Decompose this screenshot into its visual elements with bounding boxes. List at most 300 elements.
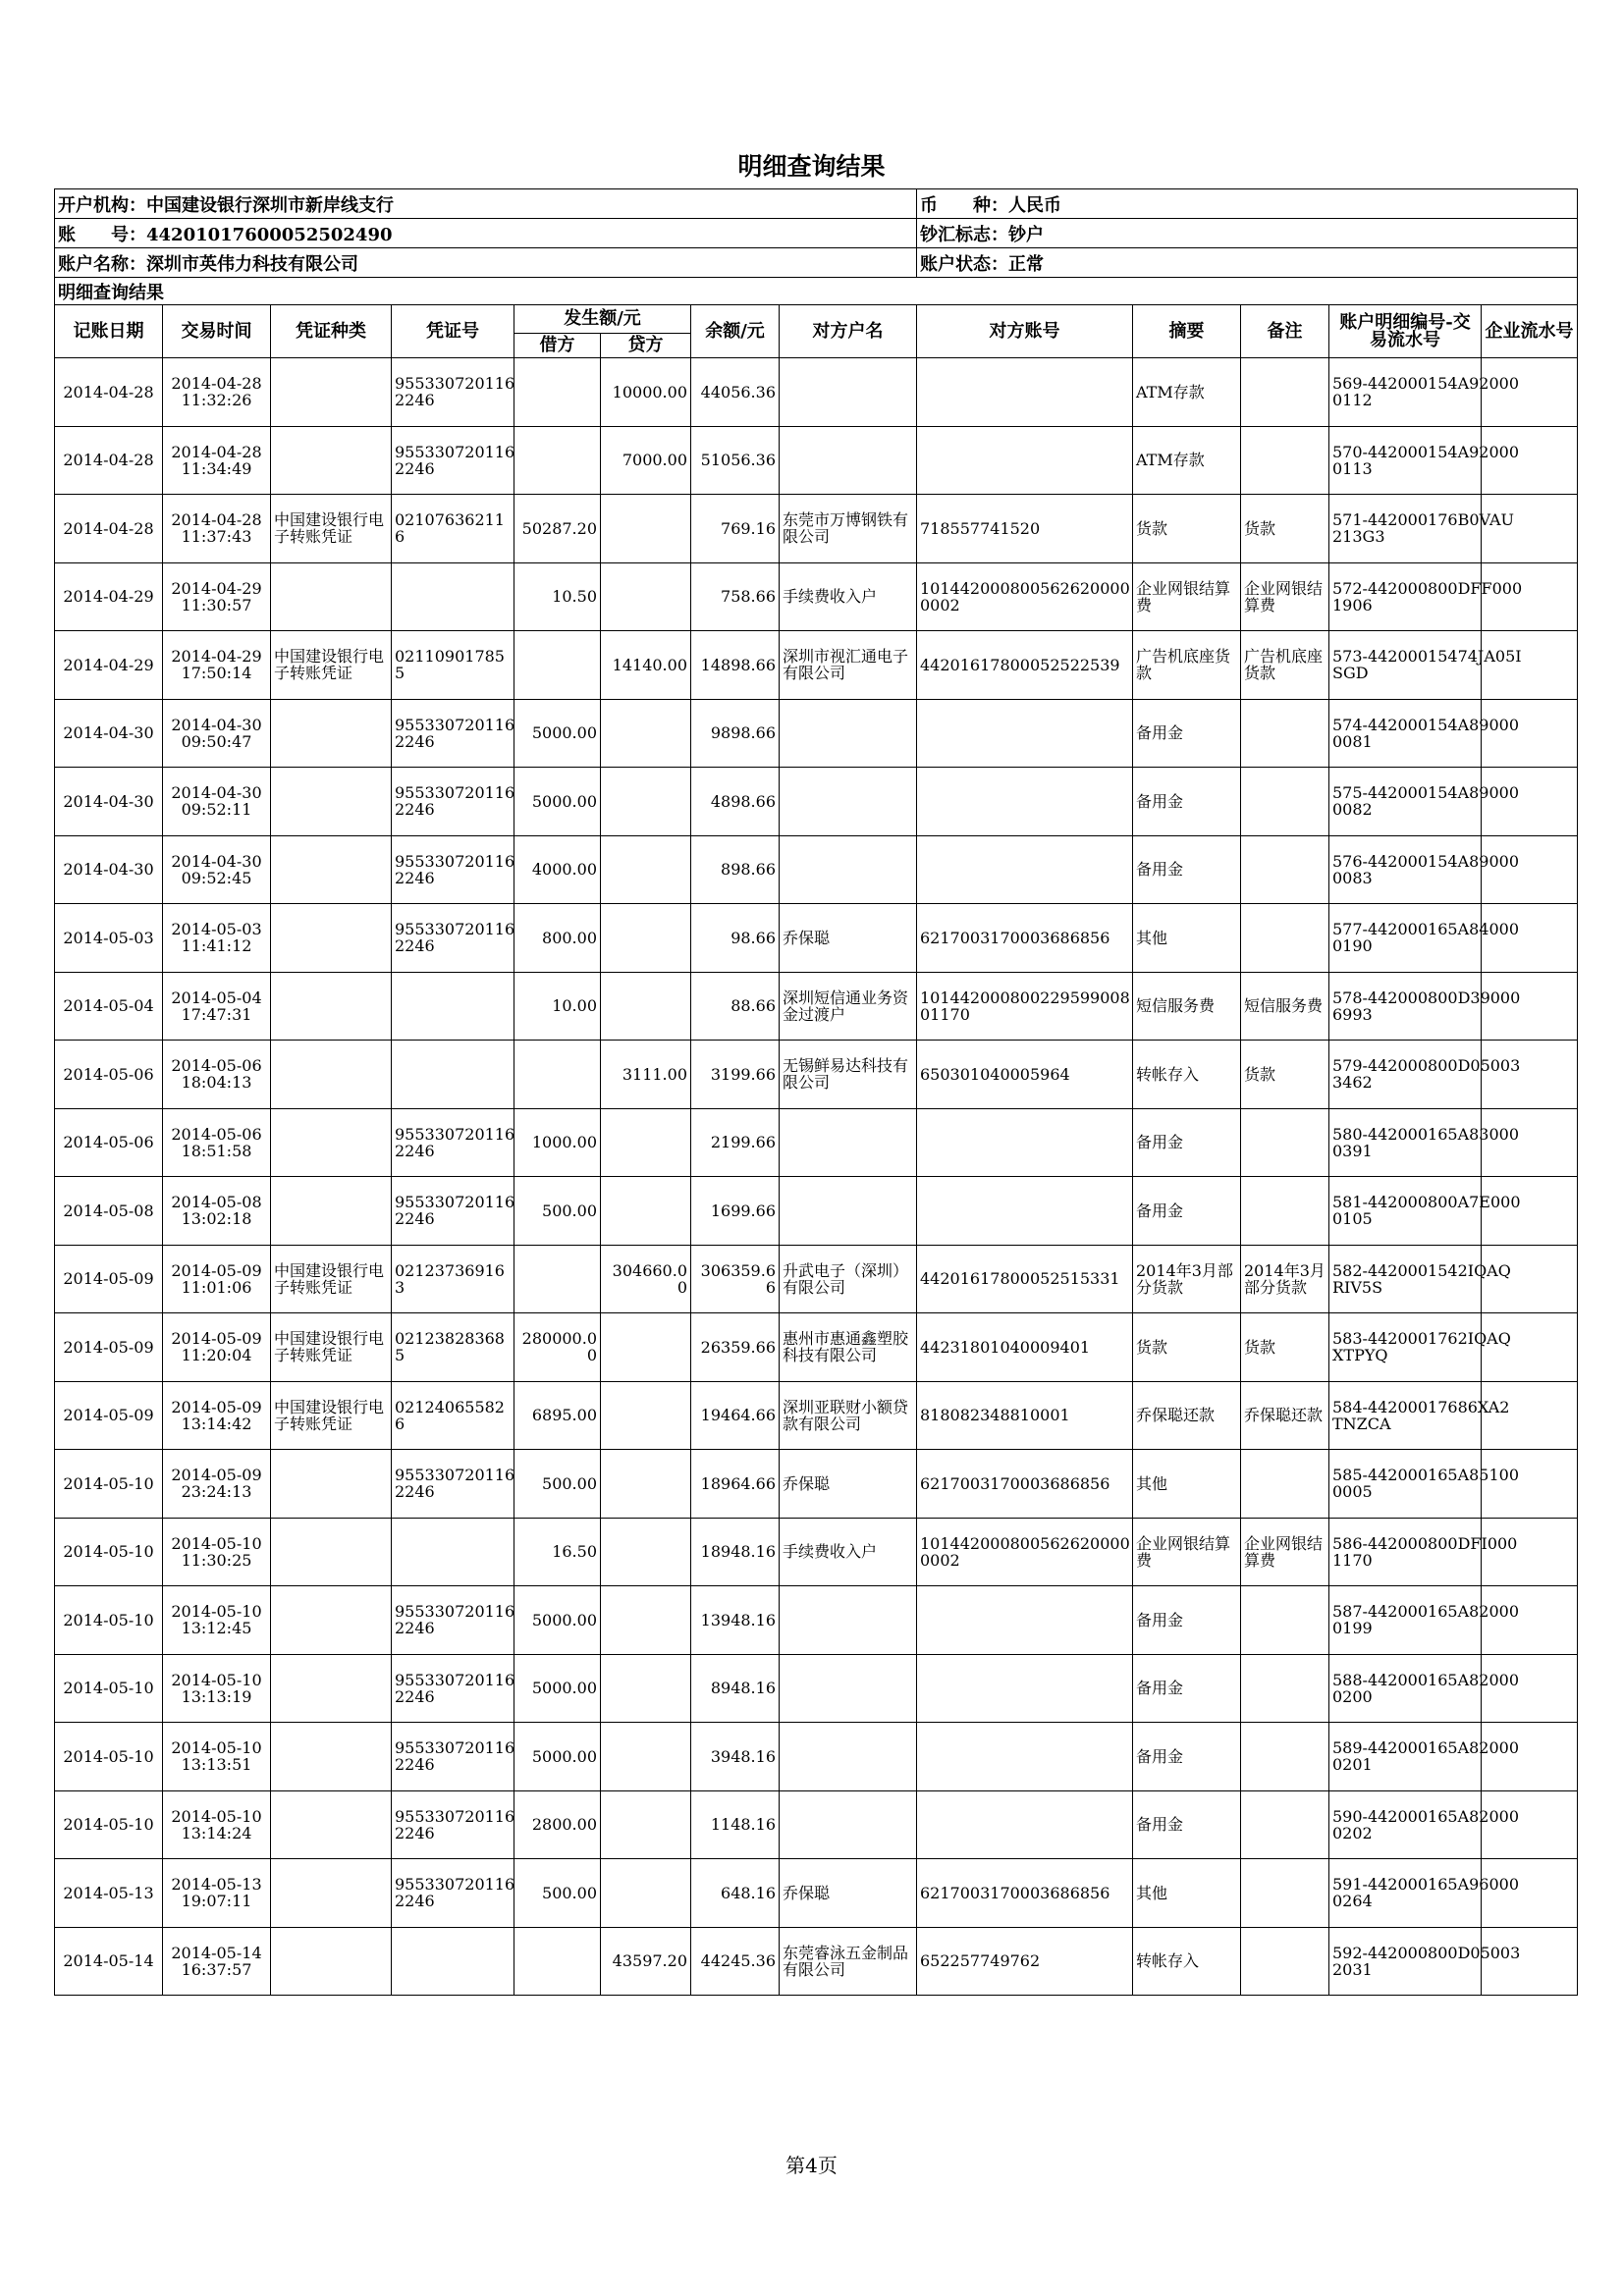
debit-cell [514,631,601,700]
section-row [55,278,1578,305]
header-summary: 摘要 [1133,305,1241,358]
counterparty-name-cell: 手续费收入户 [780,1518,917,1586]
summary-cell: ATM存款 [1133,358,1241,427]
debit-cell: 500.00 [514,1450,601,1519]
counterparty-account-cell: 6217003170003686856 [917,1859,1133,1928]
remark-cell: 企业网银结算费 [1241,1518,1329,1586]
table-row [55,495,1578,563]
voucher-type-cell [271,1108,392,1177]
account-value: 44201017600052502490 [146,224,393,245]
serial-cell: 586-442000800DFI000 1170 [1329,1518,1482,1586]
voucher-type-cell [271,1450,392,1519]
summary-cell: 乔保聪还款 [1133,1381,1241,1450]
voucher-no-cell: 021238283685 [392,1313,514,1382]
table-row [55,1859,1578,1928]
serial-cell: 577-442000165A84000 0190 [1329,904,1482,973]
summary-cell: 广告机底座货款 [1133,631,1241,700]
counterparty-name-cell: 升武电子（深圳）有限公司 [780,1245,917,1313]
voucher-no-cell: 955330720116 2246 [392,1654,514,1723]
time-cell: 2014-04-28 11:37:43 [163,495,271,563]
counterparty-name-cell: 东莞市万博钢铁有限公司 [780,495,917,563]
counterparty-account-cell [917,1586,1133,1655]
remark-cell [1241,1108,1329,1177]
counterparty-account-cell [917,426,1133,495]
info-row-institution [55,189,1578,219]
credit-cell [601,562,691,631]
balance-cell: 98.66 [691,904,780,973]
date-cell: 2014-04-29 [55,562,163,631]
credit-cell: 7000.00 [601,426,691,495]
voucher-type-cell: 中国建设银行电子转账凭证 [271,495,392,563]
credit-cell [601,1859,691,1928]
credit-cell [601,1518,691,1586]
remark-cell [1241,835,1329,904]
summary-cell: 2014年3月部分货款 [1133,1245,1241,1313]
header-enterprise-serial: 企业流水号 [1482,305,1578,358]
voucher-type-cell [271,699,392,768]
voucher-no-cell: 955330720116 2246 [392,358,514,427]
debit-cell: 6895.00 [514,1381,601,1450]
voucher-type-cell [271,768,392,836]
table-row [55,972,1578,1041]
serial-cell: 574-442000154A89000 0081 [1329,699,1482,768]
time-cell: 2014-05-09 11:01:06 [163,1245,271,1313]
remark-cell [1241,1723,1329,1791]
voucher-type-cell: 中国建设银行电子转账凭证 [271,631,392,700]
remark-cell [1241,1177,1329,1246]
counterparty-name-cell: 乔保聪 [780,904,917,973]
counterparty-account-cell: 44201617800052522539 [917,631,1133,700]
credit-cell [601,1586,691,1655]
voucher-type-cell [271,1723,392,1791]
serial-cell: 592-442000800D05003 2031 [1329,1927,1482,1996]
table-row [55,1927,1578,1996]
balance-cell: 51056.36 [691,426,780,495]
balance-cell: 44056.36 [691,358,780,427]
date-cell: 2014-05-10 [55,1654,163,1723]
table-row [55,1654,1578,1723]
time-cell: 2014-04-29 11:30:57 [163,562,271,631]
serial-cell: 591-442000165A96000 0264 [1329,1859,1482,1928]
date-cell: 2014-05-03 [55,904,163,973]
currency-value: 人民币 [1008,194,1061,216]
balance-cell: 3948.16 [691,1723,780,1791]
account-cell: 账 号：44201017600052502490 [55,219,917,248]
debit-cell: 4000.00 [514,835,601,904]
credit-cell [601,1108,691,1177]
date-cell: 2014-05-09 [55,1313,163,1382]
summary-cell: 其他 [1133,1859,1241,1928]
counterparty-account-cell [917,699,1133,768]
header-remark: 备注 [1241,305,1329,358]
info-row-account-name [55,248,1578,278]
debit-cell: 800.00 [514,904,601,973]
voucher-no-cell [392,562,514,631]
summary-cell: 转帐存入 [1133,1041,1241,1109]
table-row [55,426,1578,495]
institution-value: 中国建设银行深圳市新岸线支行 [146,194,394,216]
date-cell: 2014-04-28 [55,358,163,427]
serial-cell: 582-4420001542IQAQ RIV5S [1329,1245,1482,1313]
counterparty-name-cell [780,699,917,768]
balance-cell: 8948.16 [691,1654,780,1723]
counterparty-name-cell [780,1654,917,1723]
serial-cell: 581-442000800A7E000 0105 [1329,1177,1482,1246]
voucher-type-cell [271,904,392,973]
table-row [55,768,1578,836]
voucher-type-cell [271,426,392,495]
counterparty-account-cell [917,1654,1133,1723]
debit-cell [514,1245,601,1313]
summary-cell: 企业网银结算费 [1133,562,1241,631]
header-amount-group: 发生额/元 [514,305,691,334]
counterparty-name-cell: 手续费收入户 [780,562,917,631]
summary-cell: 备用金 [1133,1790,1241,1859]
voucher-no-cell [392,1041,514,1109]
remark-cell: 2014年3月部分货款 [1241,1245,1329,1313]
debit-cell: 1000.00 [514,1108,601,1177]
remark-cell: 货款 [1241,495,1329,563]
voucher-type-cell: 中国建设银行电子转账凭证 [271,1245,392,1313]
table-row [55,1723,1578,1791]
date-cell: 2014-05-10 [55,1790,163,1859]
time-cell: 2014-05-10 13:13:19 [163,1654,271,1723]
header-time: 交易时间 [163,305,271,358]
credit-cell [601,835,691,904]
remark-cell [1241,1450,1329,1519]
table-row [55,1586,1578,1655]
counterparty-account-cell [917,1108,1133,1177]
table-row [55,1381,1578,1450]
time-cell: 2014-04-30 09:52:11 [163,768,271,836]
voucher-type-cell [271,972,392,1041]
date-cell: 2014-05-10 [55,1450,163,1519]
debit-cell: 5000.00 [514,699,601,768]
counterparty-name-cell: 乔保聪 [780,1859,917,1928]
voucher-type-cell [271,1586,392,1655]
counterparty-name-cell [780,768,917,836]
counterparty-account-cell [917,358,1133,427]
credit-cell [601,495,691,563]
time-cell: 2014-04-29 17:50:14 [163,631,271,700]
serial-cell: 575-442000154A89000 0082 [1329,768,1482,836]
counterparty-account-cell [917,1177,1133,1246]
table-body [55,358,1578,1996]
counterparty-account-cell: 44201617800052515331 [917,1245,1133,1313]
date-cell: 2014-05-04 [55,972,163,1041]
serial-cell: 580-442000165A83000 0391 [1329,1108,1482,1177]
counterparty-name-cell: 深圳亚联财小额贷款有限公司 [780,1381,917,1450]
counterparty-name-cell: 无锡鲜易达科技有限公司 [780,1041,917,1109]
balance-cell: 769.16 [691,495,780,563]
header-counterparty-account: 对方账号 [917,305,1133,358]
credit-cell: 43597.20 [601,1927,691,1996]
counterparty-name-cell: 乔保聪 [780,1450,917,1519]
serial-cell: 579-442000800D05003 3462 [1329,1041,1482,1109]
date-cell: 2014-04-30 [55,699,163,768]
summary-cell: 货款 [1133,1313,1241,1382]
serial-cell: 587-442000165A82000 0199 [1329,1586,1482,1655]
debit-cell [514,1927,601,1996]
voucher-no-cell: 955330720116 2246 [392,426,514,495]
date-cell: 2014-05-10 [55,1586,163,1655]
cash-flag-value: 钞户 [1008,224,1044,245]
summary-cell: 转帐存入 [1133,1927,1241,1996]
date-cell: 2014-05-13 [55,1859,163,1928]
remark-cell [1241,904,1329,973]
counterparty-account-cell: 818082348810001 [917,1381,1133,1450]
credit-cell [601,1723,691,1791]
voucher-no-cell: 955330720116 2246 [392,1450,514,1519]
header-balance: 余额/元 [691,305,780,358]
time-cell: 2014-05-13 19:07:11 [163,1859,271,1928]
remark-cell: 广告机底座货款 [1241,631,1329,700]
summary-cell: 备用金 [1133,1723,1241,1791]
table-row [55,904,1578,973]
counterparty-account-cell [917,835,1133,904]
debit-cell: 10.00 [514,972,601,1041]
counterparty-name-cell: 惠州市惠通鑫塑胶科技有限公司 [780,1313,917,1382]
time-cell: 2014-05-10 13:12:45 [163,1586,271,1655]
serial-cell: 589-442000165A82000 0201 [1329,1723,1482,1791]
counterparty-name-cell: 深圳短信通业务资金过渡户 [780,972,917,1041]
voucher-type-cell [271,562,392,631]
remark-cell: 货款 [1241,1041,1329,1109]
time-cell: 2014-04-28 11:32:26 [163,358,271,427]
credit-cell [601,1381,691,1450]
date-cell: 2014-05-10 [55,1723,163,1791]
info-row-account [55,219,1578,248]
remark-cell [1241,1859,1329,1928]
summary-cell: 备用金 [1133,835,1241,904]
summary-cell: 备用金 [1133,1586,1241,1655]
cash-flag-cell: 钞汇标志：钞户 [917,219,1578,248]
counterparty-account-cell: 101442000800562620000 0002 [917,562,1133,631]
balance-cell: 19464.66 [691,1381,780,1450]
counterparty-name-cell [780,426,917,495]
remark-cell [1241,358,1329,427]
table-row [55,1177,1578,1246]
table-row [55,1313,1578,1382]
debit-cell [514,1041,601,1109]
serial-cell: 583-4420001762IQAQ XTPYQ [1329,1313,1482,1382]
counterparty-account-cell: 101442000800229599008 01170 [917,972,1133,1041]
debit-cell: 5000.00 [514,1586,601,1655]
counterparty-name-cell: 东莞睿泳五金制品有限公司 [780,1927,917,1996]
debit-cell: 500.00 [514,1859,601,1928]
credit-cell: 10000.00 [601,358,691,427]
balance-cell: 1699.66 [691,1177,780,1246]
balance-cell: 1148.16 [691,1790,780,1859]
summary-cell: ATM存款 [1133,426,1241,495]
credit-cell [601,972,691,1041]
time-cell: 2014-05-10 13:13:51 [163,1723,271,1791]
counterparty-account-cell [917,1790,1133,1859]
balance-cell: 898.66 [691,835,780,904]
summary-cell: 企业网银结算费 [1133,1518,1241,1586]
counterparty-account-cell: 44231801040009401 [917,1313,1133,1382]
table-row [55,631,1578,700]
time-cell: 2014-05-06 18:04:13 [163,1041,271,1109]
debit-cell: 5000.00 [514,768,601,836]
voucher-no-cell: 955330720116 2246 [392,1586,514,1655]
balance-cell: 88.66 [691,972,780,1041]
header-row [55,305,1578,334]
voucher-no-cell: 955330720116 2246 [392,904,514,973]
counterparty-name-cell [780,1723,917,1791]
time-cell: 2014-05-06 18:51:58 [163,1108,271,1177]
serial-cell: 570-442000154A92000 0113 [1329,426,1482,495]
counterparty-name-cell [780,1108,917,1177]
debit-cell: 50287.20 [514,495,601,563]
balance-cell: 26359.66 [691,1313,780,1382]
counterparty-name-cell [780,835,917,904]
remark-cell [1241,1790,1329,1859]
time-cell: 2014-05-09 23:24:13 [163,1450,271,1519]
voucher-no-cell: 021240655826 [392,1381,514,1450]
counterparty-account-cell: 652257749762 [917,1927,1133,1996]
serial-cell: 590-442000165A82000 0202 [1329,1790,1482,1859]
header-voucher-no: 凭证号 [392,305,514,358]
balance-cell: 18948.16 [691,1518,780,1586]
time-cell: 2014-05-14 16:37:57 [163,1927,271,1996]
time-cell: 2014-04-28 11:34:49 [163,426,271,495]
date-cell: 2014-05-10 [55,1518,163,1586]
table-row [55,699,1578,768]
date-cell: 2014-04-28 [55,495,163,563]
serial-cell: 585-442000165A85100 0005 [1329,1450,1482,1519]
summary-cell: 备用金 [1133,699,1241,768]
summary-cell: 其他 [1133,1450,1241,1519]
summary-cell: 备用金 [1133,1177,1241,1246]
remark-cell [1241,426,1329,495]
voucher-type-cell [271,1041,392,1109]
counterparty-account-cell: 650301040005964 [917,1041,1133,1109]
balance-cell: 758.66 [691,562,780,631]
table-row [55,1041,1578,1109]
credit-cell: 3111.00 [601,1041,691,1109]
date-cell: 2014-05-14 [55,1927,163,1996]
time-cell: 2014-05-10 11:30:25 [163,1518,271,1586]
summary-cell: 其他 [1133,904,1241,973]
page-title: 明细查询结果 [737,152,886,181]
header-credit: 贷方 [601,334,691,358]
counterparty-account-cell: 718557741520 [917,495,1133,563]
status-value: 正常 [1008,253,1044,275]
voucher-no-cell: 955330720116 2246 [392,768,514,836]
voucher-type-cell [271,1518,392,1586]
date-cell: 2014-05-09 [55,1245,163,1313]
balance-cell: 13948.16 [691,1586,780,1655]
voucher-no-cell: 955330720116 2246 [392,699,514,768]
balance-cell: 14898.66 [691,631,780,700]
voucher-no-cell: 021237369163 [392,1245,514,1313]
time-cell: 2014-05-03 11:41:12 [163,904,271,973]
date-cell: 2014-04-30 [55,835,163,904]
voucher-no-cell: 955330720116 2246 [392,1859,514,1928]
counterparty-account-cell: 6217003170003686856 [917,904,1133,973]
account-name-cell: 账户名称：深圳市英伟力科技有限公司 [55,248,917,278]
account-name-value: 深圳市英伟力科技有限公司 [146,253,358,275]
serial-cell: 584-44200017686XA2 TNZCA [1329,1381,1482,1450]
debit-cell: 5000.00 [514,1654,601,1723]
balance-cell: 648.16 [691,1859,780,1928]
debit-cell: 280000.00 [514,1313,601,1382]
summary-cell: 货款 [1133,495,1241,563]
voucher-type-cell [271,1927,392,1996]
voucher-no-cell: 021076362116 [392,495,514,563]
statement-table [54,188,1578,1996]
voucher-no-cell [392,1927,514,1996]
serial-cell: 573-44200015474JA05I SGD [1329,631,1482,700]
date-cell: 2014-05-06 [55,1108,163,1177]
voucher-type-cell: 中国建设银行电子转账凭证 [271,1313,392,1382]
counterparty-name-cell: 深圳市视汇通电子有限公司 [780,631,917,700]
time-cell: 2014-05-08 13:02:18 [163,1177,271,1246]
header-voucher-type: 凭证种类 [271,305,392,358]
credit-cell [601,1177,691,1246]
time-cell: 2014-05-04 17:47:31 [163,972,271,1041]
voucher-type-cell [271,1790,392,1859]
credit-cell [601,1313,691,1382]
voucher-no-cell: 955330720116 2246 [392,1790,514,1859]
date-cell: 2014-04-30 [55,768,163,836]
time-cell: 2014-05-09 13:14:42 [163,1381,271,1450]
remark-cell [1241,1586,1329,1655]
time-cell: 2014-05-10 13:14:24 [163,1790,271,1859]
time-cell: 2014-04-30 09:52:45 [163,835,271,904]
date-cell: 2014-04-29 [55,631,163,700]
remark-cell [1241,1927,1329,1996]
counterparty-name-cell [780,1177,917,1246]
debit-cell: 16.50 [514,1518,601,1586]
date-cell: 2014-05-06 [55,1041,163,1109]
table-row [55,1518,1578,1586]
voucher-type-cell: 中国建设银行电子转账凭证 [271,1381,392,1450]
date-cell: 2014-05-09 [55,1381,163,1450]
page-number: 第4页 [785,2154,838,2177]
credit-cell: 304660.00 [601,1245,691,1313]
table-row [55,358,1578,427]
counterparty-account-cell: 101442000800562620000 0002 [917,1518,1133,1586]
summary-cell: 备用金 [1133,768,1241,836]
summary-cell: 短信服务费 [1133,972,1241,1041]
serial-cell: 588-442000165A82000 0200 [1329,1654,1482,1723]
date-cell: 2014-04-28 [55,426,163,495]
voucher-no-cell: 955330720116 2246 [392,1177,514,1246]
header-debit: 借方 [514,334,601,358]
remark-cell [1241,1654,1329,1723]
summary-cell: 备用金 [1133,1108,1241,1177]
remark-cell: 企业网银结算费 [1241,562,1329,631]
counterparty-account-cell: 6217003170003686856 [917,1450,1133,1519]
voucher-type-cell [271,1654,392,1723]
time-cell: 2014-05-09 11:20:04 [163,1313,271,1382]
institution-cell: 开户机构：中国建设银行深圳市新岸线支行 [55,189,917,219]
credit-cell [601,1654,691,1723]
voucher-no-cell: 955330720116 2246 [392,1723,514,1791]
balance-cell: 9898.66 [691,699,780,768]
section-label: 明细查询结果 [55,278,1578,305]
voucher-no-cell [392,972,514,1041]
debit-cell [514,426,601,495]
remark-cell: 短信服务费 [1241,972,1329,1041]
table-row [55,1790,1578,1859]
table-row [55,1450,1578,1519]
currency-cell: 币 种：人民币 [917,189,1578,219]
credit-cell [601,904,691,973]
credit-cell [601,768,691,836]
